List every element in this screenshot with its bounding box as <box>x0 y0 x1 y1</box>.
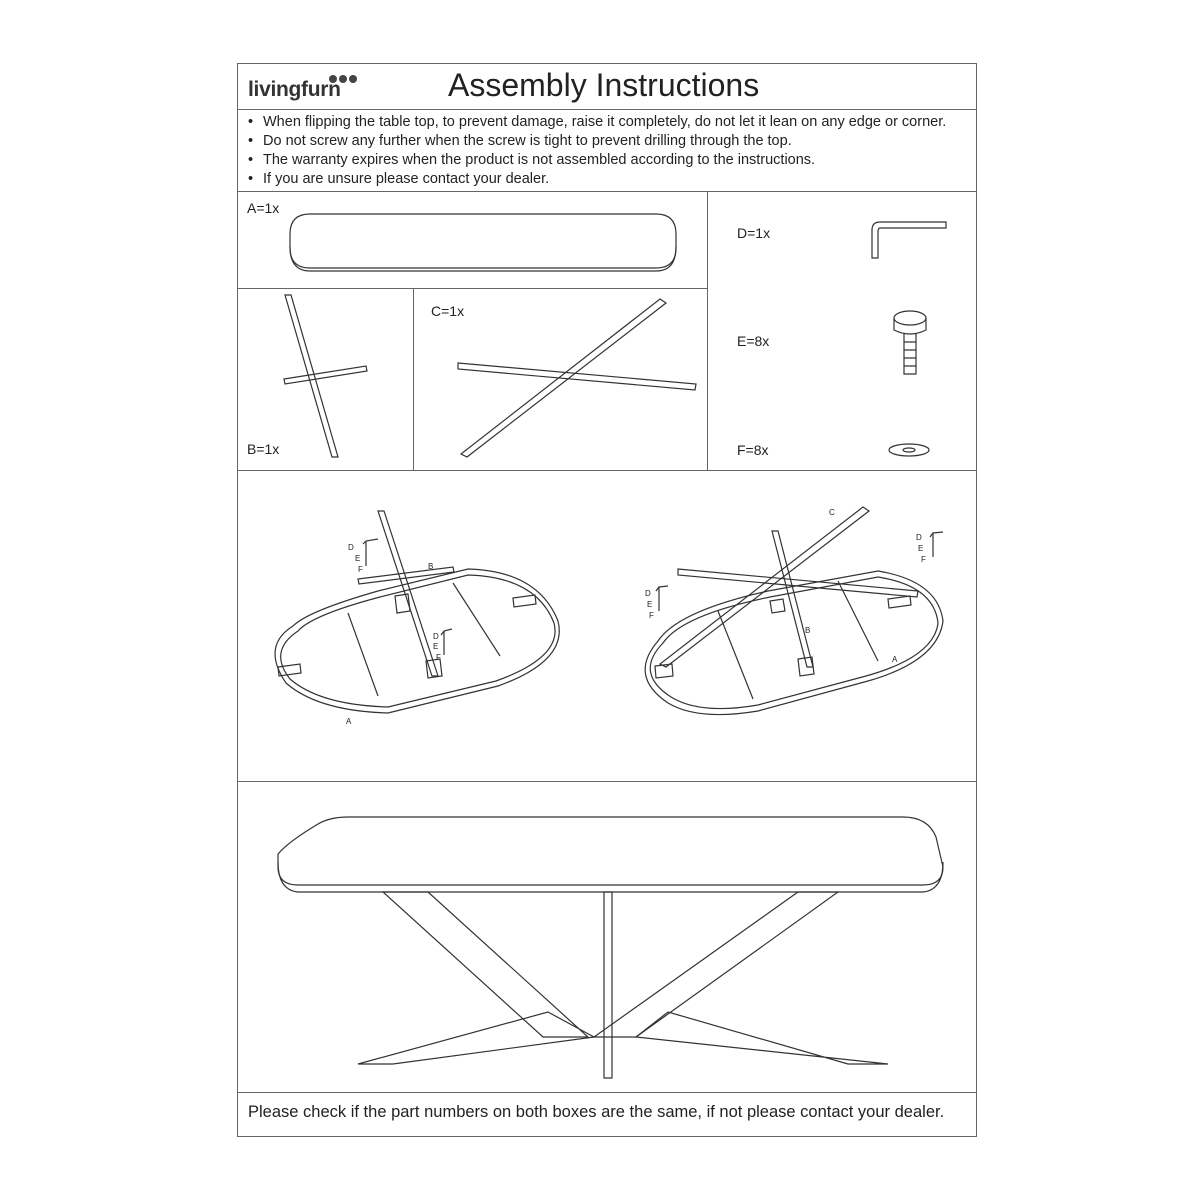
brand-logo: livingfurn <box>248 78 341 101</box>
step-2-part-c-label: C <box>829 508 835 517</box>
part-d-label: D=1x <box>737 225 771 241</box>
step-2-allen-key-icon-2 <box>930 532 943 557</box>
step-1-part-b-label: B <box>428 562 434 571</box>
step-1-allen-key-icon <box>363 539 378 566</box>
bullet-icon: • <box>248 171 254 187</box>
part-b-label: B=1x <box>247 441 280 457</box>
parts-section <box>238 192 976 471</box>
step-1-hw-d2-label: D <box>433 632 439 641</box>
instruction-sheet <box>237 63 977 1137</box>
step-1-drawing <box>275 511 559 713</box>
step-1-hw-f-label: F <box>358 565 363 574</box>
part-c-cell <box>414 289 708 471</box>
part-a-label: A=1x <box>247 200 280 216</box>
step-2-hw-e-label: E <box>647 600 653 609</box>
step-1-hw-e-label: E <box>355 554 361 563</box>
leg-c-drawing <box>414 289 708 471</box>
washer-icon <box>889 444 929 456</box>
footer-note: Please check if the part numbers on both boxes are the same, if not please contact your dealer. <box>248 1103 945 1121</box>
step-2-hw-e2-label: E <box>918 544 924 553</box>
bullet-icon: • <box>248 152 254 168</box>
part-a-cell <box>238 192 708 289</box>
note-item: • Do not screw any further when the screw is tight to prevent drilling through the top. <box>248 133 792 149</box>
step-1-hw-d-label: D <box>348 543 354 552</box>
header <box>238 64 976 110</box>
part-f-label: F=8x <box>737 442 769 458</box>
bullet-icon: • <box>248 133 254 149</box>
step-1-hw-e2-label: E <box>433 642 439 651</box>
step-2-hw-f-label: F <box>649 611 654 620</box>
step-2-hw-d-label: D <box>645 589 651 598</box>
note-item: • The warranty expires when the product is not assembled according to the instructions. <box>248 152 816 168</box>
part-c-label: C=1x <box>431 303 465 319</box>
bullet-icon: • <box>248 114 254 130</box>
tabletop-drawing <box>238 192 708 289</box>
assembly-steps-drawing <box>238 471 978 782</box>
note-item: • When flipping the table top, to prevent damage, raise it completely, do not let it lean on any edge or corner. <box>248 114 947 130</box>
step-2-part-b-label: B <box>805 626 811 635</box>
hardware-cell <box>708 192 978 471</box>
footer <box>238 1093 976 1137</box>
page-title: Assembly Instructions <box>448 67 760 103</box>
notes-section <box>238 110 976 192</box>
step-1-hw-f2-label: F <box>436 653 441 662</box>
hardware-drawing <box>708 192 978 471</box>
step-1-allen-key-icon-2 <box>441 629 452 655</box>
step-2-hw-f2-label: F <box>921 555 926 564</box>
part-b-cell <box>238 289 414 471</box>
finished-table-drawing <box>238 782 978 1093</box>
assembly-steps-section <box>238 471 976 782</box>
allen-key-icon <box>872 222 946 258</box>
note-item: • If you are unsure please contact your dealer. <box>248 171 550 187</box>
part-e-label: E=8x <box>737 333 770 349</box>
bolt-icon <box>894 311 926 325</box>
step-1-part-a-label: A <box>346 717 352 726</box>
step-2-drawing <box>645 507 943 715</box>
notes-list <box>248 113 946 189</box>
step-2-allen-key-icon <box>656 586 668 611</box>
finished-table-section <box>238 782 976 1093</box>
step-2-part-a-label: A <box>892 655 898 664</box>
step-2-hw-d2-label: D <box>916 533 922 542</box>
